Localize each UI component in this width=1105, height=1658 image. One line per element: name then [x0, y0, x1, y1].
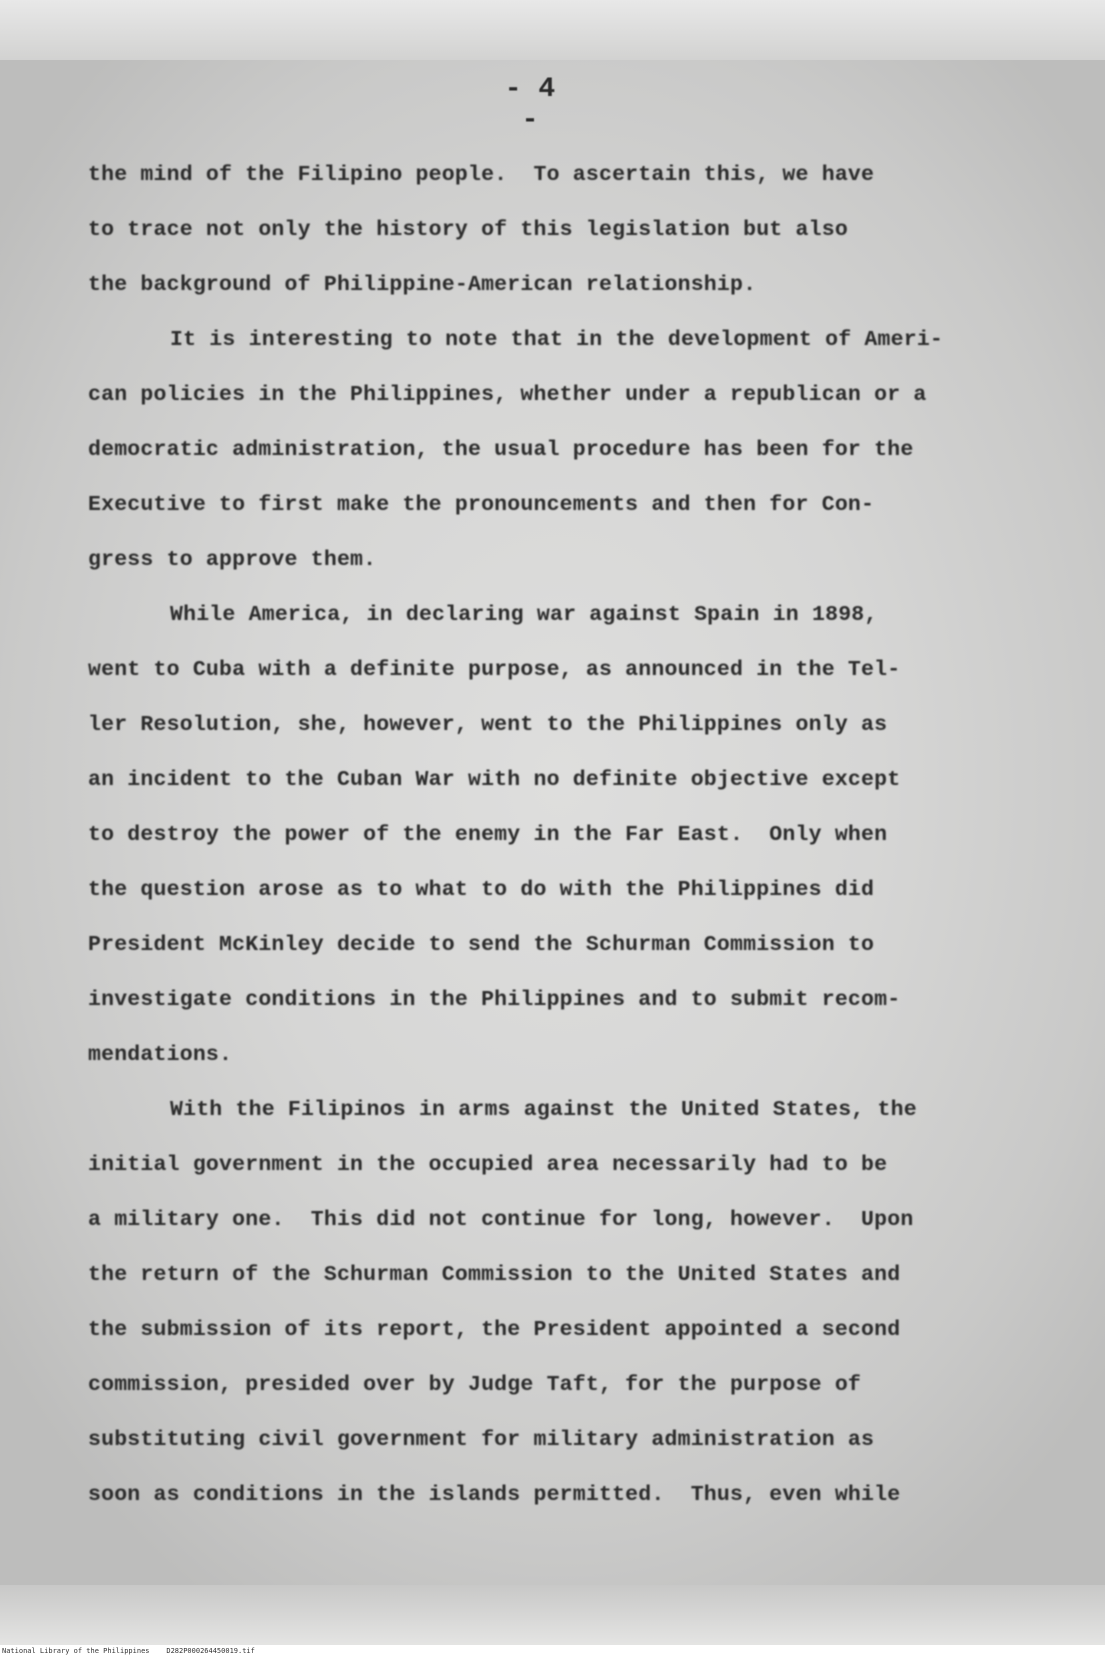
- paragraph-4: [88, 1083, 1008, 1523]
- text-line: With the Filipinos in arms against the United States, the: [170, 1098, 917, 1122]
- text-line: Executive to first make the pronouncements and then for Con-: [88, 493, 875, 517]
- text-line: commission, presided over by Judge Taft, for the purpose of: [88, 1373, 862, 1397]
- text-line: President McKinley decide to send the Schurman Commission to: [88, 933, 875, 957]
- text-line: went to Cuba with a definite purpose, as announced in the Tel-: [88, 658, 901, 682]
- paragraph-1: [88, 148, 1008, 313]
- text-line: gress to approve them.: [88, 548, 377, 572]
- text-line: mendations.: [88, 1043, 233, 1067]
- text-line: ler Resolution, she, however, went to the Philippines only as: [88, 713, 888, 737]
- paragraph-2: [88, 313, 1008, 588]
- text-line: to destroy the power of the enemy in the Far East. Only when: [88, 823, 888, 847]
- text-line: a military one. This did not continue for long, however. Upon: [88, 1208, 914, 1232]
- text-line: soon as conditions in the islands permitted. Thus, even while: [88, 1483, 901, 1507]
- text-line: an incident to the Cuban War with no definite objective except: [88, 768, 901, 792]
- text-line: the mind of the Filipino people. To ascertain this, we have: [88, 163, 875, 187]
- text-line: investigate conditions in the Philippines and to submit recom-: [88, 988, 901, 1012]
- text-line: It is interesting to note that in the development of Ameri-: [170, 328, 944, 352]
- text-line: While America, in declaring war against Spain in 1898,: [170, 603, 878, 627]
- scan-top-edge: [0, 0, 1105, 60]
- text-line: democratic administration, the usual procedure has been for the: [88, 438, 914, 462]
- text-line: to trace not only the history of this legislation but also: [88, 218, 848, 242]
- text-line: the background of Philippine-American relationship.: [88, 273, 757, 297]
- paragraph-3: [88, 588, 1008, 1083]
- scan-bottom-edge: [0, 1585, 1105, 1645]
- archive-footer: National Library of the Philippines D282P000264450019.tif: [0, 1645, 1105, 1658]
- text-line: the question arose as to what to do with the Philippines did: [88, 878, 875, 902]
- page-number: - 4 -: [504, 74, 556, 136]
- text-line: initial government in the occupied area necessarily had to be: [88, 1153, 888, 1177]
- text-line: the return of the Schurman Commission to the United States and: [88, 1263, 901, 1287]
- text-line: the submission of its report, the President appointed a second: [88, 1318, 901, 1342]
- text-line: can policies in the Philippines, whether under a republican or a: [88, 383, 927, 407]
- document-body: [88, 148, 1008, 1523]
- text-line: substituting civil government for military administration as: [88, 1428, 875, 1452]
